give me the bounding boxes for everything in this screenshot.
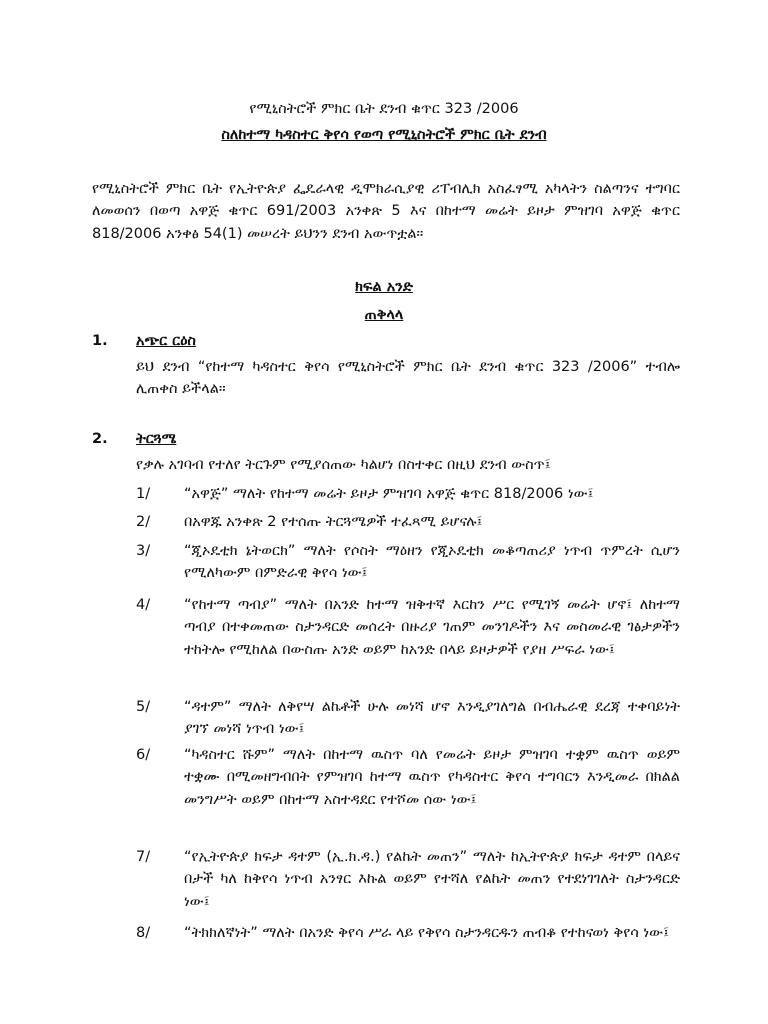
- preamble-paragraph: የሚኒስትሮች ምክር ቤት የኢትዮጵያ ፌዴራላዊ ዲሞክራሲያዊ ሪፐብሊክ አስፈፃሚ አካላትን ስልጣንና ተግባር ለመወሰን በወጣ አዋጅ ቁጥር 691/2003 አንቀጽ 5 እና በከተማ መሬት ይዞታ ምዝገባ አዋጅ ቁጥር 818/2006 አንቀፅ 54(1) መሠረት ይህንን ደንብ አውጥቷል።: [92, 181, 680, 242]
- definition-1-text: “አዋጅ” ማለት የከተማ መሬት ይዞታ ምዝገባ አዋጅ ቁጥር 818/2006 ነው፤: [184, 486, 594, 502]
- definition-7-number: 7/: [136, 849, 151, 865]
- section-1-number: 1.: [92, 333, 108, 349]
- definition-8-text: “ትክክለኛነት” ማለት በአንድ ቅየሳ ሥራ ላይ የቅየሳ ስታንዳርዱን ጠብቆ የተከናወነ ቅየሳ ነው፤: [184, 925, 670, 941]
- definition-6-text: “ካዳስተር ሹም” ማለት በከተማ ዉስጥ ባለ የመሬት ይዞታ ምዝገባ ተቋም ዉስጥ ወይም ተቋሙ በሚመዘግብበት የምዝገባ ከተማ ዉስጥ የካዳስተር ቅየሳ ተግባርን እንዲመራ በክልል መንግሥት ወይም በከተማ አስተዳደር የተሾመ ሰው ነው፤: [184, 747, 680, 808]
- definition-6-number: 6/: [136, 747, 151, 763]
- definition-5-text: “ዳተም” ማለት ለቅየሣ ልኬቶች ሁሉ መነሻ ሆኖ እንዲያገለግል በብሔራዊ ደረጃ ተቀባይነት ያገኘ መነሻ ነጥብ ነው፤: [184, 699, 680, 738]
- section-2-number: 2.: [92, 431, 108, 447]
- section-2-intro: የቃሉ አገባብ የተለየ ትርጉም የሚያሰጠው ካልሆነ በስተቀር በዚህ ደንብ ውስጥ፤: [136, 457, 551, 473]
- regulation-title: ስለከተማ ካዳስተር ቅየሳ የወጣ የሚኒስትሮች ምክር ቤት ደንብ: [221, 127, 547, 143]
- regulation-number-heading: የሚኒስትሮች ምክር ቤት ደንብ ቁጥር 323 /2006: [249, 101, 519, 117]
- definition-3-number: 3/: [136, 543, 151, 559]
- definition-8-number: 8/: [136, 925, 151, 941]
- definition-7-text: “የኢትዮጵያ ክፍታ ዳተም (ኢ.ክ.ዳ.) የልኬት መጠን” ማለት ከኢትዮጵያ ክፍታ ዳተም በላይና በታች ካለ ከቅየሳ ነጥብ አንፃር እኩል ወይም የተሻለ የልኬት መጠን የተደነገገለት ስታንዳርድ ነው፤: [184, 849, 680, 910]
- definition-2-number: 2/: [136, 514, 151, 530]
- part-subheading: ጠቅላላ: [364, 307, 404, 323]
- definition-1-number: 1/: [136, 486, 151, 502]
- definition-3-text: “ጂኦዴቲክ ኔትወርክ” ማለት የሶስት ማዕዘን የጂኦዴቲክ መቆጣጠሪያ ነጥብ ጥምረት ሲሆን የሚለካውም በምድራዊ ቅየሳ ነው፤: [184, 543, 680, 582]
- part-heading: ክፍል አንድ: [355, 279, 413, 295]
- definition-4-text: “የከተማ ጣብያ” ማለት በአንድ ከተማ ዝቅተኛ እርከን ሥር የሚገኝ መሬት ሆኖ፤ ለከተማ ጣብያ በተቀመጠው ስታንዳርድ መሰረት በዙሪያ ገጠም መንገዶችን እና መስመራዊ ገፅታዎችን ተከትሎ የሚከለል በውስጡ አንድ ወይም ከአንድ በላይ ይዞታዎች የያዘ ሥፍራ ነው፤: [184, 597, 680, 658]
- definition-5-number: 5/: [136, 699, 151, 715]
- section-2-title: ትርጓሜ: [136, 431, 177, 447]
- section-1-body: ይህ ደንብ “የከተማ ካዳስተር ቅየሳ የሚኒስትሮች ምክር ቤት ደንብ ቁጥር 323 /2006” ተብሎ ሊጠቀስ ይችላል።: [136, 359, 680, 398]
- definition-4-number: 4/: [136, 597, 151, 613]
- section-1-title: አጭር ርዕስ: [136, 333, 196, 349]
- definition-2-text: በአዋጁ አንቀጽ 2 የተሰጡ ትርጓሜዎች ተፈጻሚ ይሆናሉ፤: [184, 514, 483, 530]
